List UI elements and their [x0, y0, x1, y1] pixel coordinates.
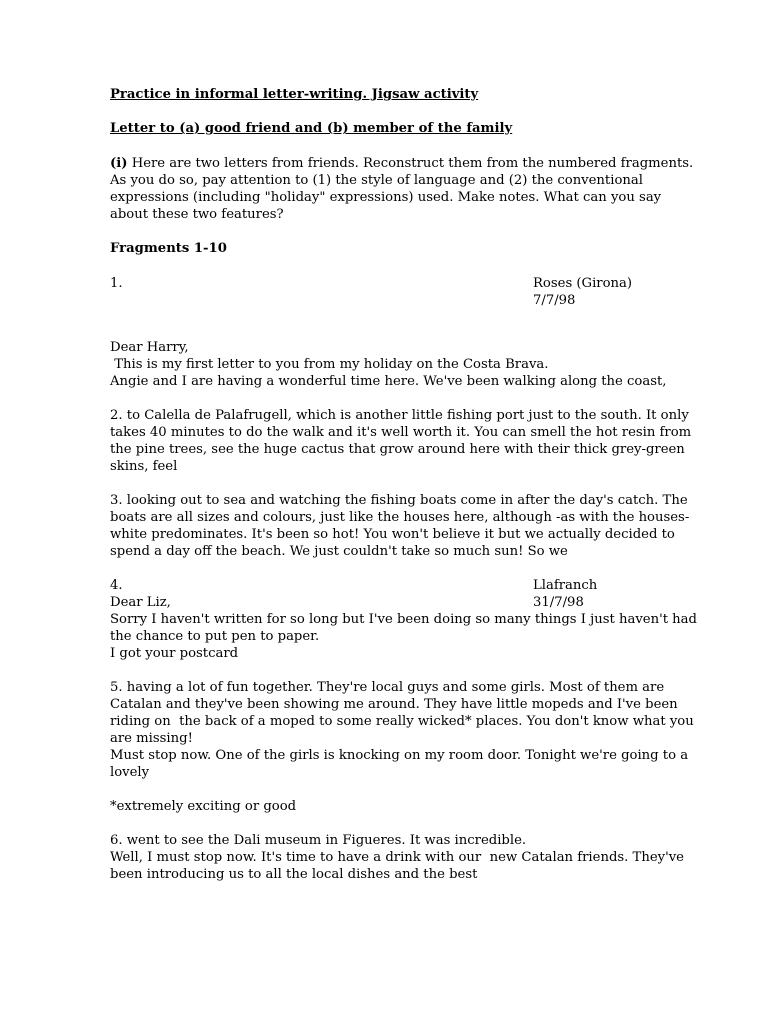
- fragment-1-header: [110, 275, 698, 309]
- fragment-1-place: Roses (Girona): [533, 276, 633, 291]
- fragment-4-greeting: Dear Liz,: [110, 595, 171, 610]
- fragment-6-line-2: Well, I must stop now. It's time to have a drink with our new Catalan friends. They've been introducing us to all the local dishes and the best: [110, 850, 689, 882]
- fragment-5: 5. having a lot of fun together. They're local guys and some girls. Most of them are Catalan and they've been showing me around. They have little mopeds and I've been riding on the back of a moped to some really wicked* places. You don't know what you are missing!: [110, 680, 698, 746]
- fragments-heading: Fragments 1-10: [110, 241, 227, 256]
- fragment-1-address: [533, 275, 632, 309]
- fragment-4-date: 31/7/98: [533, 595, 584, 610]
- fragment-5-line-2: Must stop now. One of the girls is knocking on my room door. Tonight we're going to a lovely: [110, 748, 689, 780]
- intro-text: Here are two letters from friends. Reconstruct them from the numbered fragments. As you do so, pay attention to (1) the style of language and (2) the conventional expressions (including "holiday" expressions) used. Make notes. What can you say about these two features?: [110, 156, 694, 222]
- fragment-2: 2. to Calella de Palafrugell, which is another little fishing port just to the south. It only takes 40 minutes to do the walk and it's well worth it. You can smell the hot resin from the pine trees, see the huge cactus that grow around here with their thick grey-green skins, feel: [110, 408, 692, 474]
- intro-paragraph: [110, 155, 698, 223]
- fragment-1-date: 7/7/98: [533, 293, 576, 308]
- fragment-4-header: [110, 577, 698, 611]
- fragment-1-line-2: Angie and I are having a wonderful time here. We've been walking along the coast,: [110, 374, 667, 389]
- fragment-4-place: Llafranch: [533, 578, 598, 593]
- fragment-1-line-1: This is my first letter to you from my holiday on the Costa Brava.: [110, 357, 549, 372]
- fragment-3: 3. looking out to sea and watching the fishing boats come in after the day's catch. The boats are all sizes and colours, just like the houses here, although -as with the houses- white predominates. It's been so hot! You won't believe it but we actually decided to spend a day off the beach. We just couldn't take so much sun! So we: [110, 493, 690, 559]
- fragment-1-greeting: Dear Harry,: [110, 340, 189, 355]
- fragment-4-number: 4.: [110, 578, 123, 593]
- fragment-6: 6. went to see the Dali museum in Figueres. It was incredible.: [110, 833, 527, 848]
- page-title: Practice in informal letter-writing. Jigsaw activity: [110, 87, 479, 102]
- intro-number: (i): [110, 156, 128, 171]
- fragment-4-line-1: Sorry I haven't written for so long but I've been doing so many things I just haven't had the chance to put pen to paper.: [110, 612, 697, 644]
- footnote: *extremely exciting or good: [110, 799, 297, 814]
- fragment-4-line-2: I got your postcard: [110, 646, 239, 661]
- fragment-4-address: [533, 577, 597, 611]
- fragment-1-number: 1.: [110, 276, 123, 291]
- page-subtitle: Letter to (a) good friend and (b) member of the family: [110, 121, 513, 136]
